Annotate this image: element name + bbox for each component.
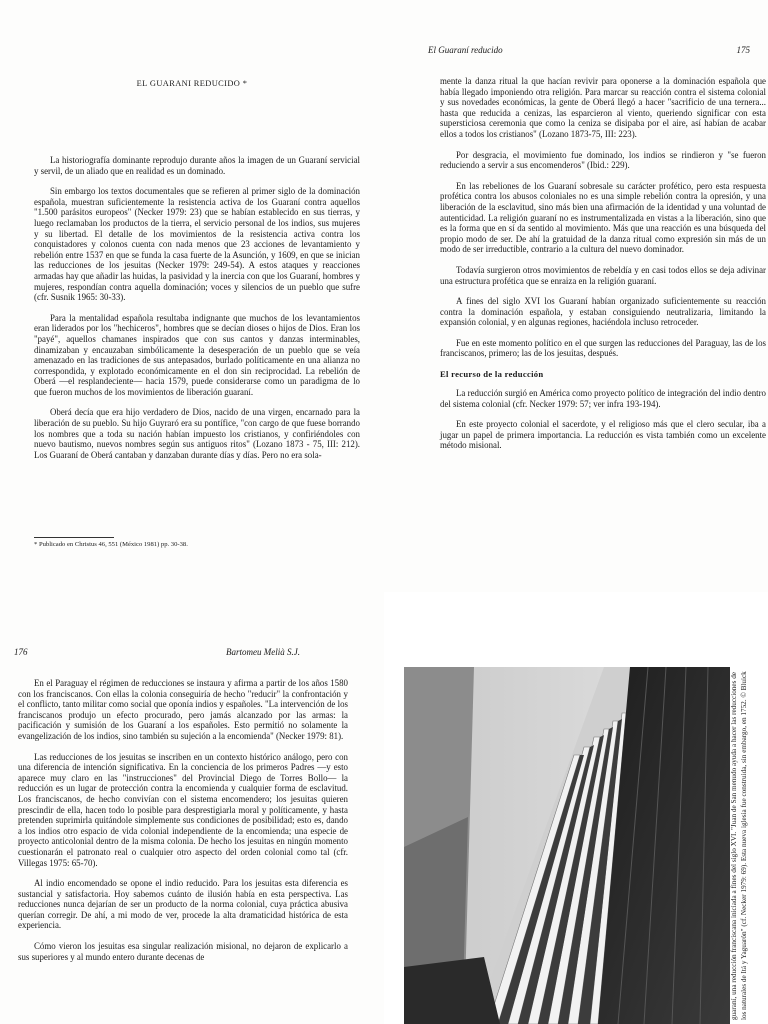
page-right-bottom <box>384 592 768 1024</box>
page-left-bottom <box>0 592 384 1024</box>
church-photo-drawing <box>404 667 730 1024</box>
footnote: * Publicado en Christus 46, 551 (México 1981) pp. 30-38. <box>34 541 188 548</box>
photo-caption: guaraní, una reducción franciscana iniciada a fines del siglo XVI. "Juan de San menudo ayuda a hacer las reducciones de los naturales de Itá y Yaguarón" (cf. Necker 1979: 69). Esta nueva iglesia fue construida, sin embargo, en 1752. © Bluick <box>730 671 748 1020</box>
paragraph: La reducción surgió en América como proyecto político de integración del indio dentro del sistema colonial (cfr. Necker 1979: 57; ver infra 193-194). <box>440 388 766 409</box>
paragraph: Al indio encomendado se opone el indio reducido. Para los jesuitas esta diferencia es sustancial y satisfactoria. Hoy sabemos cuánto de ilusión había en esta perspectiva. Las reducciones nunca dejarían de ser un producto de la norma colonial, cuya práctica abusiva querían corregir. De ahí, a mi modo de ver, procede la alta dramaticidad histórica de esta experiencia. <box>18 878 348 931</box>
paragraph: Oberá decía que era hijo verdadero de Dios, nacido de una virgen, encarnado para la liberación de su pueblo. Su hijo Guyraró era su pontífice, "con cargo de que fuese borrando los nombres que a toda su nación habían impuesto los cristianos, y confiriéndoles con nuevo bautismo, nuevos nombres según sus antiguos ritos" (Lozano 1873 - 75, III: 212). Los Guaraní de Oberá cantaban y danzaban durante días y días. Pero no era sola- <box>34 407 360 460</box>
paragraph: Las reducciones de los jesuitas se inscriben en un contexto histórico análogo, pero con una diferencia de intención significativa. En la conciencia de los primeros Padres —y esto aparece muy claro en las "instrucciones" del Provincial Diego de Torres Bollo— la reducción es un lugar de protección contra la encomienda y cualquier forma de esclavitud. Los franciscanos, de hecho convivían con el sistema encomendero; los jesuitas quieren prescindir de ella, hacen todo lo posible para desprestigiarla moral y políticamente, y hasta pretenden suprimirla quitándole simplemente sus condiciones de posibilidad; esto es, dando a los indios otro espacio de vida colonial independiente de la encomienda; una especie de proyecto anticolonial dentro de la misma colonia. De hecho los jesuitas en ningún momento cuestionarán el patronato real o cualquier otro aspecto del orden colonial como tal (cfr. Villegas 1975: 65-70). <box>18 751 348 868</box>
paragraph: En este proyecto colonial el sacerdote, y el religioso más que el clero secular, iba a jugar un papel de primera importancia. La reducción es vista también como un excelente método misional. <box>440 419 766 451</box>
paragraph: La historiografía dominante reprodujo durante años la imagen de un Guaraní servicial y servil, de un aliado que en realidad es un dominado. <box>34 155 360 176</box>
page-body <box>440 76 766 461</box>
paragraph: Fue en este momento político en el que surgen las reducciones del Paraguay, las de los franciscanos, primero; las de los jesuitas, después. <box>440 337 766 359</box>
paragraph: mente la danza ritual la que hacían revivir para oponerse a la dominación española que había llegado imponiendo otra religión. Para marcar su reacción contra el sistema colonial y sus novedades económicas, la gente de Oberá llegó a hacer "sacrificio de una ternera... hasta que reducida a cenizas, las esparcieron al viento, queriendo significar con esta supersticiosa ceremonia que como la ceniza se disipaba por el aire, así habían de acabar ellos a todos los cristianos" (Lozano 1873-75, III: 223). <box>440 76 766 139</box>
paragraph: Cómo vieron los jesuitas esa singular realización misional, no dejaron de explicarlo a sus superiores y al mundo entero durante decenas de <box>18 941 348 962</box>
paragraph: Todavía surgieron otros movimientos de rebeldía y en casi todos ellos se deja adivinar una estructura profética que se enraiza en la religión guaraní. <box>440 264 766 286</box>
page-number: 176 <box>14 647 28 657</box>
paragraph: En las rebeliones de los Guaraní sobresale su carácter profético, pero esta respuesta profética contra los abusos coloniales no es una simple rebelión contra la opresión, y una liberación de la esclavitud, sino más bien una afirmación de la identidad y una voluntad de autenticidad. La religión guaraní no es instrumentalizada en vistas a la liberación, sino que es la forma que en sí da sentido al movimiento. Más que una reacción es una búsqueda del propio modo de ser. De ahí la gratuidad de la danza ritual como expresión sin más de un modo de ser irreductible, contrario a la cultura del nuevo dominador. <box>440 180 766 255</box>
page-body <box>18 678 348 972</box>
running-header-author: Bartomeu Melià S.J. <box>226 647 300 657</box>
page-body <box>34 155 360 470</box>
paragraph: Sin embargo los textos documentales que se refieren al primer siglo de la dominación española, muestran suficientemente la resistencia activa de los Guaraní contra aquellos "1.500 parásitos europeos" (Necker 1979: 23) que se habían establecido en sus tierras, y luego reclamaban los productos de la tierra, el servicio personal de los indios, sus mujeres y su libertad. El detalle de los movimientos de la resistencia activa contra los conquistadores y colonos cuenta con nada menos que 23 acciones de levantamiento y rebelión entre 1537 en que se funda la casa fuerte de la Asunción, y 1609, en que se inician las reducciones de los jesuitas (Necker 1979: 249-54). A estos ataques y reacciones armadas hay que añadir las huidas, la pasividad y la inercia con que los Guaraní, hombres y mujeres, respondían contra aquella dominación; voces y silencios de un pueblo que sufre (cfr. Susnik 1965: 30-33). <box>34 186 360 303</box>
paragraph: En el Paraguay el régimen de reducciones se instaura y afirma a partir de los años 1580 con los franciscanos. Con ellas la colonia conseguiría de hecho "reducir" la confrontación y el conflicto, tanto militar como social que oponía indios y españoles. "La intervención de los franciscanos produjo un efecto procurado, pero jamás alcanzado por las armas: la pacificación y sumisión de los Guaraní a los españoles. Esto permitió no solamente la evangelización de los indios, sino también su sujeción a la encomienda" (Necker 1979: 81). <box>18 678 348 741</box>
section-heading: El recurso de la reducción <box>440 369 544 380</box>
paragraph: A fines del siglo XVI los Guaraní habían organizado suficientemente su reacción contra la dominación española, y estaban consiguiendo neutralizaria, limitando la expansión colonial, y en algunas regiones, haciéndola incluso retroceder. <box>440 296 766 328</box>
paragraph: Por desgracia, el movimiento fue dominado, los indios se rindieron y "se fueron reduciendo a servir a sus encomenderos" (Ibid.: 229). <box>440 149 766 171</box>
church-photograph <box>404 667 730 1024</box>
page-number: 175 <box>736 45 750 55</box>
running-header-title: El Guaraní reducido <box>428 45 503 55</box>
page-left-top <box>0 0 384 592</box>
footnote-divider <box>34 537 114 538</box>
page-right-top <box>384 0 768 592</box>
chapter-title: EL GUARANI REDUCIDO * <box>136 79 248 88</box>
paragraph: Para la mentalidad española resultaba indignante que muchos de los levantamientos eran liderados por los "hechiceros", hombres que se decían dioses o hijos de Dios. Eran los "payé", aquellos chamanes inspirados que con sus cantos y danzas interminables, dinamizaban y encauzaban simbólicamente la desesperación de un pueblo que se veía amenazado en las tradiciones de sus antepasados, burlado políticamente en una alianza no correspondida, y explotado económicamente en el don sin reciprocidad. La rebelión de Oberá —el resplandeciente— hacia 1579, puede considerarse como un paradigma de lo que fueron muchos de los movimientos de liberación guaraní. <box>34 312 360 397</box>
